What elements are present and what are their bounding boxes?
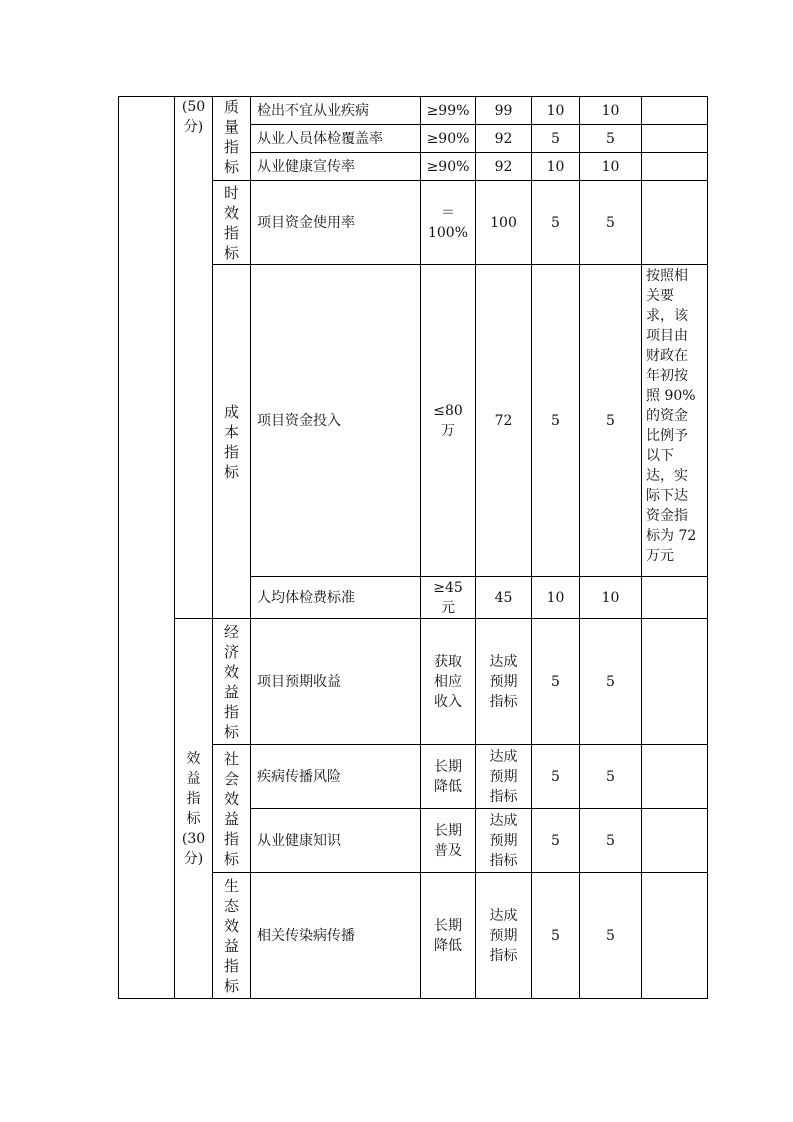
- weight-value: 10: [532, 97, 580, 125]
- actual-value: 72: [476, 265, 532, 577]
- table-row: [119, 97, 708, 125]
- score-value: 10: [580, 577, 642, 619]
- target-value: 长期 降低: [421, 873, 476, 999]
- level1-category-cell: [119, 97, 175, 999]
- weight-value: 5: [532, 873, 580, 999]
- note-cell: [642, 181, 708, 265]
- note-cell: [642, 745, 708, 809]
- actual-value: 达成 预期 指标: [476, 809, 532, 873]
- weight-value: 5: [532, 745, 580, 809]
- note-cell: 按照相 关要 求，该 项目由 财政在 年初按 照 90% 的资金 比例予 以下 达，实 际下达 资金指 标为 72 万元: [642, 265, 708, 577]
- actual-value: 99: [476, 97, 532, 125]
- indicator-name: 检出不宜从业疾病: [251, 97, 421, 125]
- score-value: 5: [580, 125, 642, 153]
- note-cell: [642, 153, 708, 181]
- actual-value: 45: [476, 577, 532, 619]
- weight-value: 10: [532, 153, 580, 181]
- cost-category-cell: 成 本 指 标: [213, 265, 251, 619]
- indicator-name: 从业健康宣传率: [251, 153, 421, 181]
- target-value: ≤80 万: [421, 265, 476, 577]
- note-cell: [642, 577, 708, 619]
- indicator-name: 项目资金投入: [251, 265, 421, 577]
- weight-value: 5: [532, 265, 580, 577]
- actual-value: 92: [476, 153, 532, 181]
- note-cell: [642, 97, 708, 125]
- target-value: ≥45 元: [421, 577, 476, 619]
- indicator-name: 项目预期收益: [251, 619, 421, 745]
- actual-value: 100: [476, 181, 532, 265]
- economic-benefit-category-cell: 经 济 效 益 指 标: [213, 619, 251, 745]
- indicator-name: 相关传染病传播: [251, 873, 421, 999]
- score-value: 10: [580, 97, 642, 125]
- quality-category-cell: 质 量 指 标: [213, 97, 251, 181]
- weight-value: 10: [532, 577, 580, 619]
- social-benefit-category-cell: 社 会 效 益 指 标: [213, 745, 251, 873]
- note-cell: [642, 125, 708, 153]
- benefit-category-cell: 效 益 指 标 (30 分): [175, 619, 213, 999]
- target-value: 长期 普及: [421, 809, 476, 873]
- actual-value: 92: [476, 125, 532, 153]
- score-value: 5: [580, 809, 642, 873]
- indicator-name: 从业健康知识: [251, 809, 421, 873]
- output-score-cell: (50 分): [175, 97, 213, 619]
- score-value: 5: [580, 745, 642, 809]
- actual-value: 达成 预期 指标: [476, 619, 532, 745]
- weight-value: 5: [532, 619, 580, 745]
- weight-value: 5: [532, 181, 580, 265]
- note-cell: [642, 619, 708, 745]
- target-value: ≥90%: [421, 153, 476, 181]
- target-value: ≥90%: [421, 125, 476, 153]
- target-value: ≥99%: [421, 97, 476, 125]
- weight-value: 5: [532, 809, 580, 873]
- score-value: 5: [580, 181, 642, 265]
- note-cell: [642, 873, 708, 999]
- target-value: 长期 降低: [421, 745, 476, 809]
- indicator-name: 项目资金使用率: [251, 181, 421, 265]
- score-value: 10: [580, 153, 642, 181]
- note-cell: [642, 809, 708, 873]
- score-value: 5: [580, 873, 642, 999]
- score-value: 5: [580, 619, 642, 745]
- ecological-benefit-category-cell: 生 态 效 益 指 标: [213, 873, 251, 999]
- timeliness-category-cell: 时 效 指 标: [213, 181, 251, 265]
- actual-value: 达成 预期 指标: [476, 873, 532, 999]
- indicator-name: 疾病传播风险: [251, 745, 421, 809]
- target-value: ＝ 100%: [421, 181, 476, 265]
- table-row: [119, 619, 708, 745]
- target-value: 获取 相应 收入: [421, 619, 476, 745]
- indicator-name: 人均体检费标准: [251, 577, 421, 619]
- indicator-name: 从业人员体检覆盖率: [251, 125, 421, 153]
- actual-value: 达成 预期 指标: [476, 745, 532, 809]
- performance-indicator-table: [118, 96, 708, 999]
- score-value: 5: [580, 265, 642, 577]
- weight-value: 5: [532, 125, 580, 153]
